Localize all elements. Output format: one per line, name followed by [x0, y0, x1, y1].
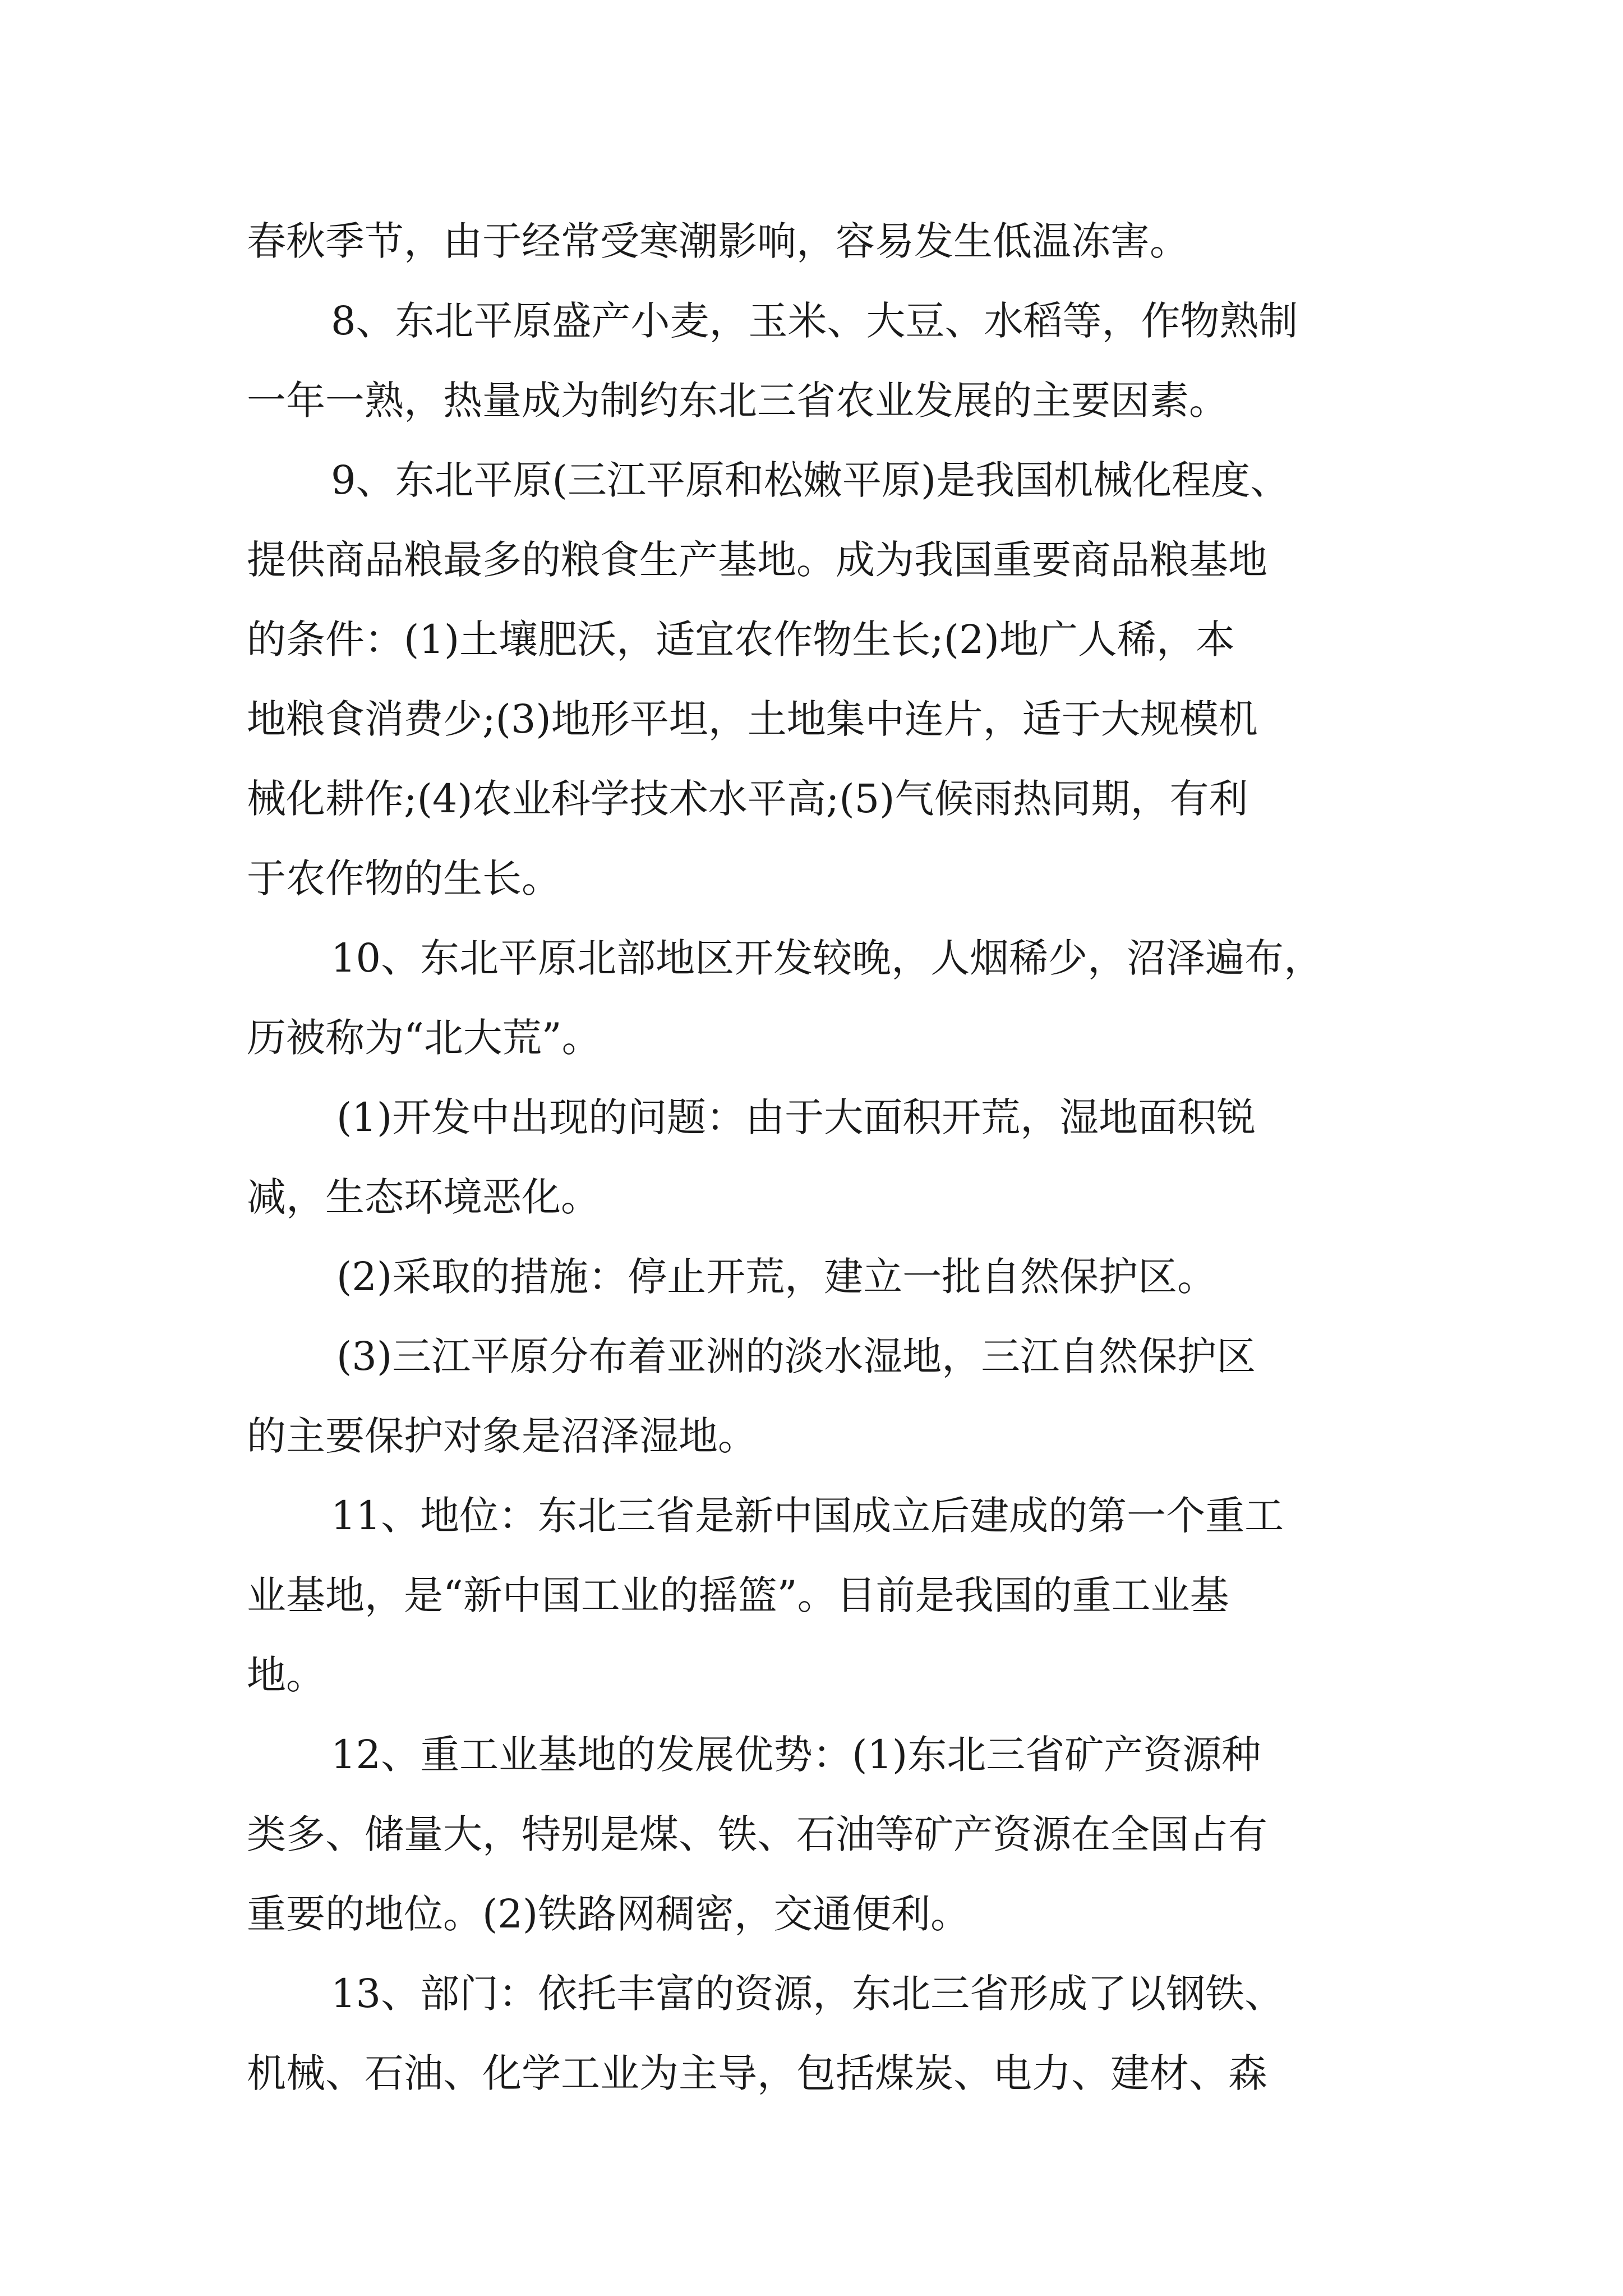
text-line: (2)采取的措施：停止开荒，建立一批自然保护区。: [336, 1254, 1217, 1300]
text-line: 械化耕作;(4)农业科学技术水平高;(5)气候雨热同期，有利: [247, 776, 1248, 822]
text-line: 9、东北平原(三江平原和松嫩平原)是我国机械化程度、: [331, 457, 1290, 503]
text-line: 8、东北平原盛产小麦，玉米、大豆、水稻等，作物熟制: [331, 298, 1298, 344]
text-line: 机械、石油、化学工业为主导，包括煤炭、电力、建材、森: [247, 2050, 1267, 2096]
text-line: (1)开发中出现的问题：由于大面积开荒，湿地面积锐: [336, 1094, 1256, 1140]
text-line: 13、部门：依托丰富的资源，东北三省形成了以钢铁、: [331, 1971, 1284, 2017]
text-line: 地。: [247, 1652, 325, 1698]
text-line: 业基地，是“新中国工业的摇篮”。目前是我国的重工业基: [247, 1572, 1229, 1618]
text-line: 地粮食消费少;(3)地形平坦，土地集中连片，适于大规模机: [247, 696, 1258, 742]
text-line: (3)三江平原分布着亚洲的淡水湿地，三江自然保护区: [336, 1333, 1256, 1379]
text-line: 历被称为“北大荒”。: [247, 1015, 601, 1061]
text-line: 的条件：(1)土壤肥沃，适宜农作物生长;(2)地广人稀，本: [247, 616, 1235, 662]
text-line: 12、重工业基地的发展优势：(1)东北三省矿产资源种: [331, 1732, 1261, 1778]
text-line: 减，生态环境恶化。: [247, 1174, 600, 1220]
text-line: 的主要保护对象是沼泽湿地。: [247, 1413, 757, 1459]
text-line: 提供商品粮最多的粮食生产基地。成为我国重要商品粮基地: [247, 537, 1267, 583]
text-line: 重要的地位。(2)铁路网稠密，交通便利。: [247, 1891, 970, 1937]
text-line: 类多、储量大，特别是煤、铁、石油等矿产资源在全国占有: [247, 1811, 1267, 1857]
text-line: 于农作物的生长。: [247, 855, 561, 901]
text-line: 10、东北平原北部地区开发较晚，人烟稀少，沼泽遍布，: [331, 935, 1324, 981]
text-line: 一年一熟，热量成为制约东北三省农业发展的主要因素。: [247, 378, 1228, 424]
text-line: 11、地位：东北三省是新中国成立后建成的第一个重工: [331, 1493, 1284, 1539]
text-line: 春秋季节，由于经常受寒潮影响，容易发生低温冻害。: [247, 218, 1189, 264]
